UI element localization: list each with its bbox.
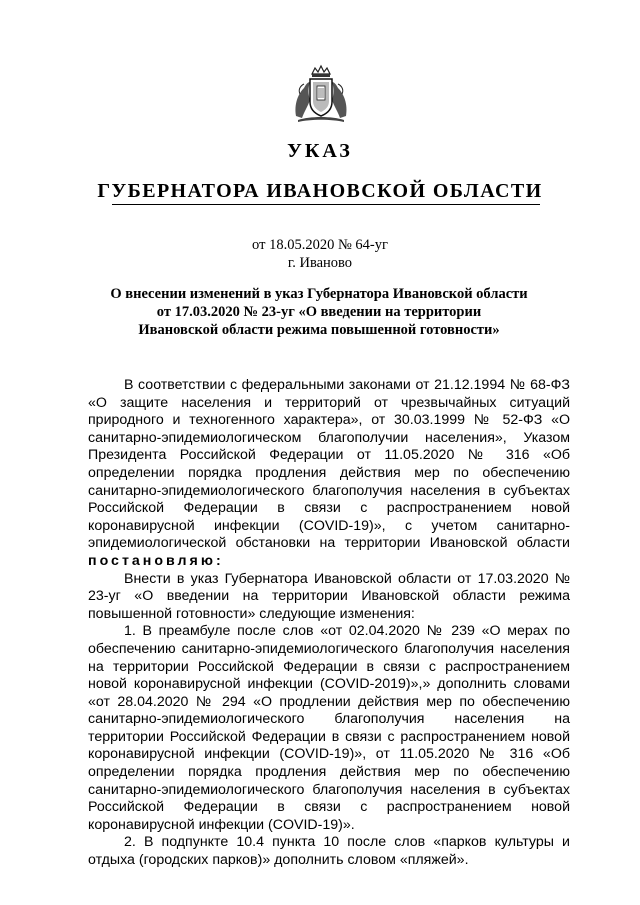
document-city: г. Иваново — [287, 255, 353, 271]
preamble-text: В соответствии с федеральными законами от 21.12.1994 № 68-ФЗ «О защите населения и территорий от чрезвычайных ситуаций природного и техногенного характера», от 30.03.1999 № 52-ФЗ «О санитарно-эпидемиологическом благополучии населения», Указом Президента Российской Федерации от 11.05.2020 № 316 «Об определении порядка продления действия мер по обеспечению санитарно-эпидемиологического благополучия населения в субъектах Российской Федерации в связи с распространением новой коронавирусной инфекции (COVID-19)», с учетом санитарно-эпидемиологической обстановки на территории Ивановской области — [88, 377, 570, 552]
subject-line: О внесении изменений в указ Губернатора Ивановской области — [110, 286, 528, 302]
document-subject — [88, 285, 550, 339]
document-date-number: от 18.05.2020 № 64-уг — [252, 237, 388, 253]
coat-of-arms-icon — [290, 64, 352, 126]
document-body — [88, 377, 570, 870]
title-underline — [112, 204, 540, 205]
decree-keyword: постановляю: — [88, 552, 224, 569]
subject-line: от 17.03.2020 № 23-уг «О введении на территории — [156, 304, 482, 320]
document-type-title: УКАЗ — [287, 140, 353, 162]
preamble-paragraph — [88, 377, 570, 571]
subject-line: Ивановской области режима повышенной готовности» — [138, 322, 500, 338]
amendment-item-2: 2. В подпункте 10.4 пункта 10 после слов «парков культуры и отдыха (городских парков)» дополнить словом «пляжей». — [88, 834, 570, 869]
issuer-title: ГУБЕРНАТОРА ИВАНОВСКОЙ ОБЛАСТИ — [97, 180, 543, 202]
amendment-item-1: 1. В преамбуле после слов «от 02.04.2020 № 239 «О мерах по обеспечению санитарно-эпидемиологического благополучия населения на территории Российской Федерации в связи с распространением новой коронавирусной инфекции (COVID-2019)»,» дополнить словами «от 28.04.2020 № 294 «О продлении действия мер по обеспечению санитарно-эпидемиологического благополучия населения на территории Российской Федерации в связи с распространением новой коронавирусной инфекции (COVID-19)», от 11.05.2020 № 316 «Об определении порядка продления действия мер по обеспечению санитарно-эпидемиологического благополучия населения в субъектах Российской Федерации в связи с распространением новой коронавирусной инфекции (COVID-19)». — [88, 623, 570, 833]
decision-paragraph: Внести в указ Губернатора Ивановской области от 17.03.2020 № 23-уг «О введении на территории Ивановской области режима повышенной готовности» следующие изменения: — [88, 570, 570, 622]
